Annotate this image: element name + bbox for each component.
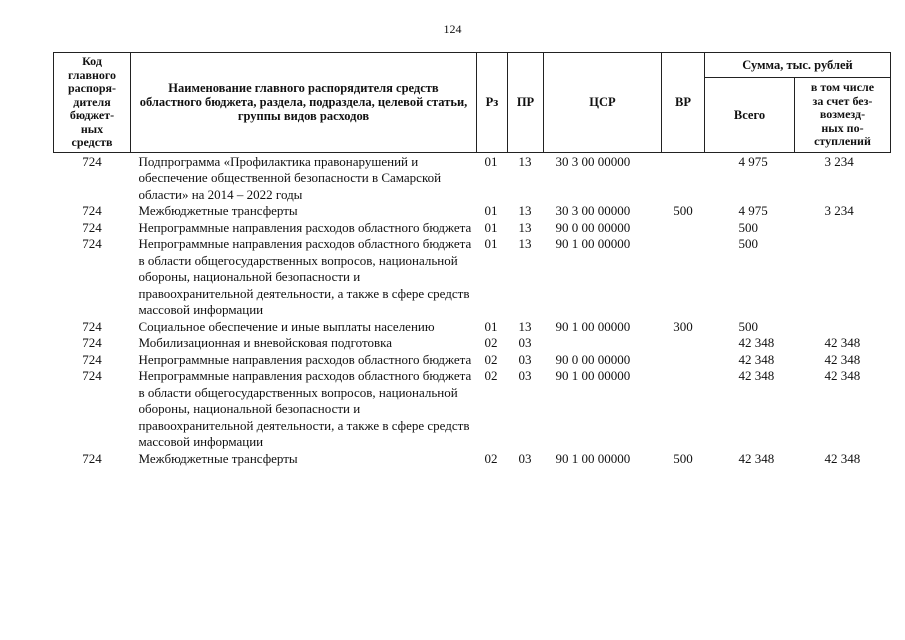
cell-pr: 13 bbox=[518, 318, 532, 334]
header-free-receipts: в том числе за счет без- возмезд- ных по- ступлений bbox=[795, 78, 891, 153]
cell-name: Непрограммные направления расходов областного бюджета bbox=[138, 219, 472, 235]
table-body bbox=[54, 152, 891, 467]
cell-free-receipts: 3 234 bbox=[824, 153, 854, 169]
header-rz: Рз bbox=[477, 53, 508, 153]
cell-free-receipts: 42 348 bbox=[824, 368, 861, 383]
table-row bbox=[54, 319, 891, 336]
cell-total: 4 975 bbox=[738, 203, 768, 218]
cell-name: Межбюджетные трансферты bbox=[138, 203, 298, 218]
cell-pr: 13 bbox=[518, 203, 532, 218]
table-row bbox=[54, 236, 891, 319]
cell-total: 42 348 bbox=[738, 335, 775, 350]
cell-csr: 90 1 00 00000 bbox=[555, 368, 631, 383]
table-row bbox=[54, 203, 891, 220]
cell-code: 724 bbox=[82, 318, 102, 334]
cell-total: 42 348 bbox=[738, 368, 775, 383]
cell-free-receipts: 3 234 bbox=[824, 203, 854, 218]
table-row bbox=[54, 220, 891, 237]
cell-rz: 01 bbox=[484, 236, 498, 251]
cell-free-receipts bbox=[795, 319, 891, 336]
cell-name: Социальное обеспечение и иные выплаты населению bbox=[138, 318, 435, 334]
cell-total: 4 975 bbox=[738, 153, 768, 169]
header-total: Всего bbox=[705, 78, 795, 153]
cell-code: 724 bbox=[82, 153, 102, 169]
cell-vr: 500 bbox=[673, 450, 693, 466]
cell-name: Непрограммные направления расходов областного бюджета bbox=[138, 351, 472, 367]
table-row bbox=[54, 368, 891, 451]
table-row bbox=[54, 352, 891, 369]
cell-free-receipts: 42 348 bbox=[824, 335, 861, 350]
cell-rz: 01 bbox=[484, 203, 498, 218]
cell-pr: 03 bbox=[518, 351, 532, 367]
cell-code: 724 bbox=[82, 219, 102, 235]
header-code: Код главного распоря- дителя бюджет- ных средств bbox=[54, 53, 131, 153]
cell-csr: 90 1 00 00000 bbox=[555, 450, 631, 466]
cell-csr: 90 1 00 00000 bbox=[555, 236, 631, 251]
cell-pr: 03 bbox=[518, 368, 532, 383]
cell-total: 500 bbox=[738, 219, 758, 235]
cell-rz: 01 bbox=[484, 153, 498, 169]
cell-code: 724 bbox=[82, 368, 102, 383]
cell-total: 42 348 bbox=[738, 450, 775, 466]
cell-csr: 90 0 00 00000 bbox=[555, 351, 631, 367]
cell-rz: 01 bbox=[484, 219, 498, 235]
budget-table bbox=[53, 52, 891, 467]
cell-name: Межбюджетные трансферты bbox=[138, 450, 298, 466]
cell-vr bbox=[662, 368, 705, 451]
cell-rz: 01 bbox=[484, 318, 498, 334]
table-row bbox=[54, 451, 891, 468]
cell-pr: 03 bbox=[518, 335, 532, 350]
cell-name: Мобилизационная и вневойсковая подготовка bbox=[138, 335, 393, 350]
cell-code: 724 bbox=[82, 450, 102, 466]
table-row bbox=[54, 335, 891, 352]
header-pr: ПР bbox=[508, 53, 544, 153]
cell-rz: 02 bbox=[484, 351, 498, 367]
cell-csr: 30 3 00 00000 bbox=[555, 153, 631, 169]
cell-csr: 90 1 00 00000 bbox=[555, 318, 631, 334]
cell-vr bbox=[662, 220, 705, 237]
cell-name: Непрограммные направления расходов областного бюджета в области общегосударственных вопросов, национальной обороны, национальной безопасности и правоохранительной деятельности, а также в сфере средств массовой информации bbox=[138, 236, 472, 317]
header-csr: ЦСР bbox=[544, 53, 662, 153]
cell-code: 724 bbox=[82, 236, 102, 251]
cell-code: 724 bbox=[82, 335, 102, 350]
cell-rz: 02 bbox=[484, 335, 498, 350]
cell-name: Подпрограмма «Профилактика правонарушений и обеспечение общественной безопасности в Самарской области» на 2014 – 2022 годы bbox=[138, 153, 442, 202]
cell-total: 42 348 bbox=[738, 351, 775, 367]
cell-name: Непрограммные направления расходов областного бюджета в области общегосударственных вопросов, национальной обороны, национальной безопасности и правоохранительной деятельности, а также в сфере средств массовой информации bbox=[138, 368, 472, 449]
cell-total: 500 bbox=[738, 236, 758, 251]
cell-rz: 02 bbox=[484, 368, 498, 383]
cell-vr bbox=[662, 236, 705, 319]
cell-csr: 30 3 00 00000 bbox=[555, 203, 631, 218]
table-row bbox=[54, 152, 891, 203]
cell-csr: 90 0 00 00000 bbox=[555, 219, 631, 235]
cell-code: 724 bbox=[82, 351, 102, 367]
cell-vr: 500 bbox=[673, 203, 693, 218]
cell-pr: 13 bbox=[518, 153, 532, 169]
cell-free-receipts bbox=[795, 220, 891, 237]
cell-vr: 300 bbox=[673, 318, 693, 334]
cell-vr bbox=[662, 152, 705, 203]
cell-pr: 13 bbox=[518, 219, 532, 235]
cell-vr bbox=[662, 352, 705, 369]
cell-rz: 02 bbox=[484, 450, 498, 466]
cell-free-receipts: 42 348 bbox=[824, 450, 861, 466]
header-sum: Сумма, тыс. рублей bbox=[705, 53, 891, 78]
cell-free-receipts: 42 348 bbox=[824, 351, 861, 367]
cell-vr bbox=[662, 335, 705, 352]
cell-pr: 03 bbox=[518, 450, 532, 466]
header-name: Наименование главного распорядителя средств областного бюджета, раздела, подраздела, целевой статьи, группы видов расходов bbox=[131, 53, 477, 153]
header-vr: ВР bbox=[662, 53, 705, 153]
cell-code: 724 bbox=[82, 203, 102, 218]
cell-pr: 13 bbox=[518, 236, 532, 251]
cell-csr bbox=[544, 335, 662, 352]
cell-total: 500 bbox=[738, 318, 758, 334]
cell-free-receipts bbox=[795, 236, 891, 319]
page-number: 124 bbox=[443, 22, 462, 36]
